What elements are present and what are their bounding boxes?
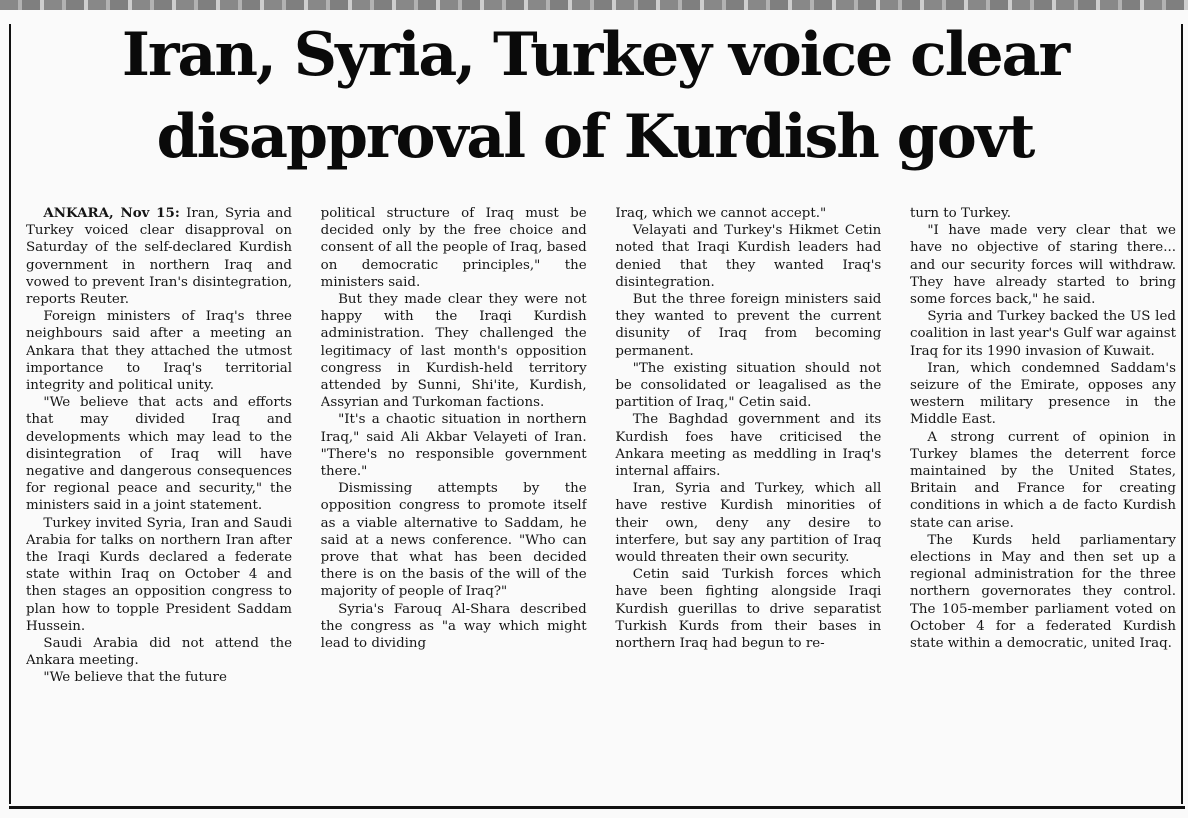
right-border-rule — [1181, 24, 1183, 804]
paragraph: Velayati and Turkey's Hikmet Cetin noted that Iraqi Kurdish leaders had denied that they wanted Iraq's disintegration. — [615, 223, 882, 290]
paragraph: "I have made very clear that we have no objective of staring there... and our security forces will withdraw. They have already started to bring some forces back," he said. — [909, 223, 1176, 308]
paragraph — [26, 205, 292, 308]
article-body — [26, 205, 1176, 803]
article-column-3 — [615, 205, 881, 803]
paragraph: "We believe that acts and efforts that may divided Iraq and developments which may lead to the disintegration of Iraq will have negative and dangerous consequences for regional peace and security," the ministers said in a joint statement. — [26, 395, 292, 514]
paragraph: Iran, which condemned Saddam's seizure of the Emirate, opposes any western military presence in the Middle East. — [909, 360, 1176, 428]
paragraph: political structure of Iraq must be decided only by the free choice and consent of all the people of Iraq, based on democratic principles," the ministers said. — [320, 206, 587, 290]
paragraph: Turkey invited Syria, Iran and Saudi Arabia for talks on northern Iran after the Iraqi Kurds declared a federate state within Iraq on October 4 and then stages an opposition congress to plan how to topple President Saddam Hussein. — [26, 515, 292, 634]
headline — [12, 14, 1178, 178]
article-column-2 — [321, 205, 587, 803]
paragraph: Syria's Farouq Al-Shara described the congress as "a way which might lead to dividing — [320, 601, 587, 652]
previous-article-cut-edge — [0, 0, 1188, 10]
paragraph: The Kurds held parliamentary elections in May and then set up a regional administration for the three northern governorates they control. The 105-member parliament voted on October 4 for a federated Kurdish state within a democratic, united Iraq. — [909, 532, 1176, 652]
paragraph: Iraq, which we cannot accept." — [615, 206, 827, 221]
paragraph: "The existing situation should not be consolidated or leagalised as the partition of Iraq," Cetin said. — [615, 360, 882, 411]
paragraph: The Baghdad government and its Kurdish foes have criticised the Ankara meeting as meddling in Iraq's internal affairs. — [615, 412, 882, 480]
paragraph: Dismissing attempts by the opposition congress to promote itself as a viable alternative to Saddam, he said at a news conference. "Who can prove that what has been decided there is on the basis of the will of the majority of people of Iraq?" — [320, 481, 587, 600]
paragraph: Syria and Turkey backed the US led coalition in last year's Gulf war against Iraq for its 1990 invasion of Kuwait. — [909, 309, 1176, 359]
headline-line-2: disapproval of Kurdish govt — [156, 102, 1034, 172]
paragraph: But the three foreign ministers said they wanted to prevent the current disunity of Iraq from becoming permanent. — [615, 292, 882, 359]
paragraph: "We believe that the future — [43, 670, 227, 686]
headline-line-1: Iran, Syria, Turkey voice clear — [121, 20, 1069, 90]
paragraph: Cetin said Turkish forces which have been fighting alongside Iraqi Kurdish guerillas to drive separatist Turkish Kurds from their bases in northern Iraq had begun to re- — [615, 567, 882, 652]
bottom-border-rule — [9, 806, 1185, 809]
paragraph: A strong current of opinion in Turkey blames the deterrent force maintained by the United States, Britain and France for creating conditions in which a de facto Kurdish state can arise. — [909, 429, 1176, 531]
paragraph: Saudi Arabia did not attend the Ankara meeting. — [26, 636, 292, 669]
paragraph: Iran, Syria and Turkey, which all have restive Kurdish minorities of their own, deny any desire to interfere, but say any partition of Iraq would threaten their own security. — [615, 481, 882, 566]
paragraph: turn to Turkey. — [909, 206, 1011, 221]
paragraph: "It's a chaotic situation in northern Iraq," said Ali Akbar Velayeti of Iran. "There's no responsible government there." — [320, 412, 587, 480]
article-column-1 — [26, 205, 292, 803]
article-column-4 — [910, 205, 1176, 803]
left-border-rule — [9, 24, 11, 804]
paragraph: But they made clear they were not happy with the Iraqi Kurdish administration. They challenged the legitimacy of last month's opposition congress in Kurdish-held territory attended by Sunni, Shi'ite, Kurdish, Assyrian and Turkoman factions. — [320, 292, 587, 411]
paragraph-text: Iran, Syria and Turkey voiced clear disapproval on Saturday of the self-declared Kurdish government in northern Iraq and vowed to prevent Iran's disintegration, reports Reuter. — [26, 206, 292, 308]
dateline: ANKARA, Nov 15: — [43, 205, 180, 221]
paragraph: Foreign ministers of Iraq's three neighbours said after a meeting an Ankara that they attached the utmost importance to Iraq's territorial integrity and political unity. — [26, 309, 292, 394]
